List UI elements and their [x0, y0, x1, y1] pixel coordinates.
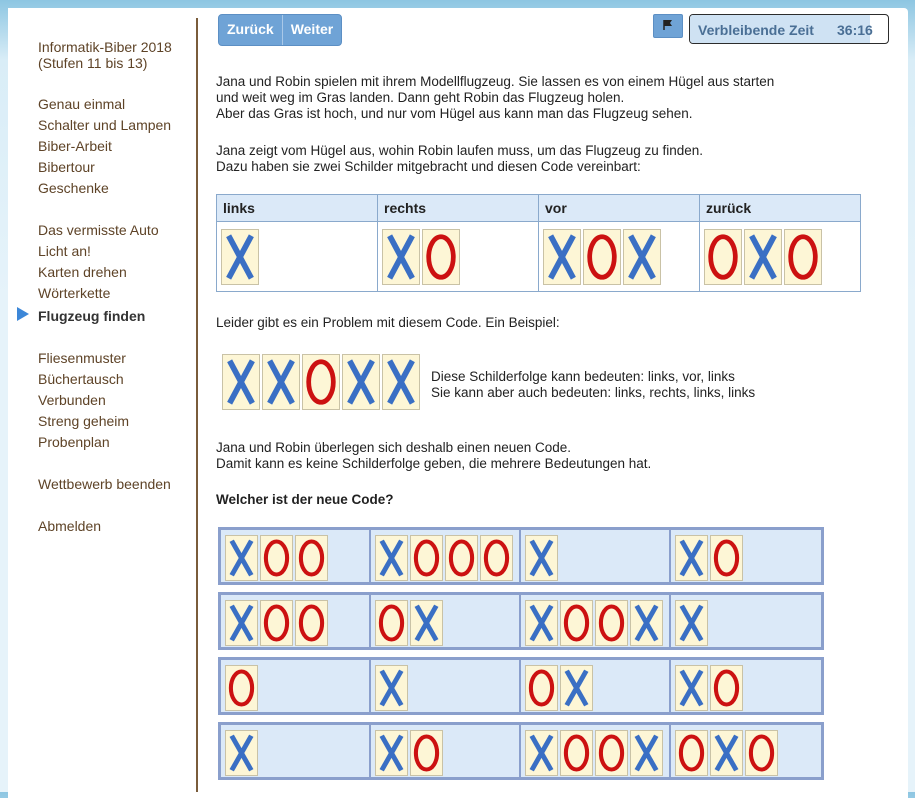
sign-sequence	[225, 600, 369, 646]
sign-x	[675, 600, 708, 646]
sign-sequence	[675, 600, 821, 646]
sign-o	[710, 535, 743, 581]
o-mark-icon	[711, 666, 742, 710]
o-mark-icon	[584, 230, 620, 284]
sign-sequence	[675, 535, 821, 581]
remaining-time-label: Verbleibende Zeit	[698, 22, 814, 38]
nav-item-streng-geheim[interactable]: Streng geheim	[38, 413, 130, 429]
sign-o	[260, 535, 293, 581]
sign-x	[744, 229, 782, 285]
nav-item-licht-an[interactable]: Licht an!	[38, 243, 91, 259]
example-sequence	[222, 354, 422, 410]
text-line: Damit kann es keine Schilderfolge geben, die mehrere Bedeutungen hat.	[216, 456, 652, 471]
flag-icon	[662, 19, 674, 31]
text-line: und weit weg im Gras landen. Dann geht Robin das Flugzeug holen.	[216, 90, 625, 105]
nav-item-flugzeug-finden[interactable]: Flugzeug finden	[38, 308, 146, 324]
answer-cell	[371, 725, 521, 777]
sign-sequence	[375, 665, 519, 711]
x-mark-icon	[631, 601, 662, 645]
back-button[interactable]: Zurück	[227, 21, 274, 37]
nav-item-geschenke[interactable]: Geschenke	[38, 180, 109, 196]
sign-o	[525, 665, 558, 711]
x-mark-icon	[223, 355, 259, 409]
question-text: Welcher ist der neue Code?	[216, 492, 394, 507]
sign-x	[543, 229, 581, 285]
sign-x	[560, 665, 593, 711]
sign-o	[704, 229, 742, 285]
sign-x	[375, 730, 408, 776]
text-line: Diese Schilderfolge kann bedeuten: links, vor, links	[431, 369, 735, 384]
x-mark-icon	[544, 230, 580, 284]
answer-cell	[671, 595, 821, 647]
answer-cell	[671, 660, 821, 712]
o-mark-icon	[226, 666, 257, 710]
sign-sequence	[525, 535, 669, 581]
nav-item-verbunden[interactable]: Verbunden	[38, 392, 106, 408]
code-cell	[700, 222, 861, 292]
sign-sequence	[704, 229, 856, 285]
text-line: Dazu haben sie zwei Schilder mitgebracht und diesen Code vereinbart:	[216, 159, 641, 174]
x-mark-icon	[263, 355, 299, 409]
sign-o	[583, 229, 621, 285]
x-mark-icon	[411, 601, 442, 645]
o-mark-icon	[423, 230, 459, 284]
o-mark-icon	[411, 536, 442, 580]
answer-cell	[371, 660, 521, 712]
x-mark-icon	[376, 536, 407, 580]
nav-item-bibertour[interactable]: Bibertour	[38, 159, 95, 175]
answer-cell	[221, 725, 371, 777]
nav-item-abmelden[interactable]: Abmelden	[38, 518, 102, 534]
x-mark-icon	[526, 601, 557, 645]
course-title-line: (Stufen 11 bis 13)	[38, 55, 148, 71]
sign-sequence	[525, 730, 669, 776]
sign-sequence	[225, 535, 369, 581]
nav-item-schalter-und-lampen[interactable]: Schalter und Lampen	[38, 117, 172, 133]
sign-sequence	[382, 229, 534, 285]
sign-sequence	[225, 730, 369, 776]
problem-text: Leider gibt es ein Problem mit diesem Code. Ein Beispiel:	[216, 315, 560, 330]
o-mark-icon	[711, 536, 742, 580]
text-line: Jana und Robin überlegen sich deshalb einen neuen Code.	[216, 440, 572, 455]
code-cell	[539, 222, 700, 292]
sign-x	[225, 730, 258, 776]
answer-cell	[521, 530, 671, 582]
o-mark-icon	[261, 536, 292, 580]
code-intro-paragraph	[216, 143, 703, 175]
answer-cell	[371, 530, 521, 582]
sign-x	[382, 229, 420, 285]
nav-item-das-vermisste-auto[interactable]: Das vermisste Auto	[38, 222, 159, 238]
x-mark-icon	[226, 601, 257, 645]
x-mark-icon	[376, 666, 407, 710]
x-mark-icon	[676, 666, 707, 710]
sidebar-divider	[196, 18, 198, 792]
answer-cell	[371, 595, 521, 647]
x-mark-icon	[222, 230, 258, 284]
sign-x	[375, 535, 408, 581]
code-cell	[378, 222, 539, 292]
x-mark-icon	[226, 536, 257, 580]
sign-x	[225, 600, 258, 646]
x-mark-icon	[676, 536, 707, 580]
o-mark-icon	[746, 731, 777, 775]
x-mark-icon	[631, 731, 662, 775]
sign-o	[410, 535, 443, 581]
sign-o	[745, 730, 778, 776]
sign-x	[222, 354, 260, 410]
sign-sequence	[225, 665, 369, 711]
o-mark-icon	[561, 601, 592, 645]
o-mark-icon	[296, 601, 327, 645]
remaining-time-box	[689, 14, 889, 44]
sign-o	[295, 535, 328, 581]
code-cell	[217, 222, 378, 292]
x-mark-icon	[376, 731, 407, 775]
answer-cell	[521, 595, 671, 647]
code-header-vor: vor	[539, 195, 700, 222]
nav-group-4	[38, 474, 171, 495]
nav-group-5	[38, 516, 101, 537]
sign-o	[302, 354, 340, 410]
o-mark-icon	[481, 536, 512, 580]
sign-x	[630, 600, 663, 646]
navigation-buttons	[218, 14, 342, 46]
sign-x	[342, 354, 380, 410]
sign-sequence	[675, 730, 821, 776]
nav-group-2	[38, 220, 159, 327]
remaining-time-value: 36:16	[837, 22, 873, 38]
sign-o	[410, 730, 443, 776]
answer-cell	[221, 595, 371, 647]
nav-group-3	[38, 348, 129, 453]
answer-cell	[521, 725, 671, 777]
sign-sequence	[525, 665, 669, 711]
sign-x	[262, 354, 300, 410]
nav-item-buechertausch[interactable]: Büchertausch	[38, 371, 124, 387]
o-mark-icon	[596, 731, 627, 775]
o-mark-icon	[526, 666, 557, 710]
text-line: Sie kann aber auch bedeuten: links, rechts, links, links	[431, 385, 756, 400]
o-mark-icon	[785, 230, 821, 284]
o-mark-icon	[296, 536, 327, 580]
course-title-line: Informatik-Biber 2018	[38, 39, 172, 55]
nav-item-fliesenmuster[interactable]: Fliesenmuster	[38, 350, 126, 366]
o-mark-icon	[261, 601, 292, 645]
sign-o	[225, 665, 258, 711]
o-mark-icon	[411, 731, 442, 775]
o-mark-icon	[596, 601, 627, 645]
text-line: Jana zeigt vom Hügel aus, wohin Robin laufen muss, um das Flugzeug zu finden.	[216, 143, 704, 158]
sign-o	[480, 535, 513, 581]
sign-x	[623, 229, 661, 285]
o-mark-icon	[561, 731, 592, 775]
answer-cell	[671, 530, 821, 582]
flag-button[interactable]	[653, 14, 683, 38]
sign-x	[525, 730, 558, 776]
code-table	[216, 194, 861, 292]
nav-item-wettbewerb-beenden[interactable]: Wettbewerb beenden	[38, 476, 171, 492]
nav-item-woerterkette[interactable]: Wörterkette	[38, 285, 111, 301]
answer-cell	[221, 530, 371, 582]
active-item-arrow-icon	[17, 307, 29, 321]
sign-sequence	[222, 354, 422, 410]
text-line: Aber das Gras ist hoch, und nur vom Hügel aus kann man das Flugzeug sehen.	[216, 106, 693, 121]
answer-option-1[interactable]	[218, 527, 824, 585]
code-header-zurueck: zurück	[700, 195, 861, 222]
example-explanation	[431, 369, 755, 401]
sign-sequence	[375, 535, 519, 581]
x-mark-icon	[676, 601, 707, 645]
sign-sequence	[543, 229, 695, 285]
x-mark-icon	[745, 230, 781, 284]
code-header-rechts: rechts	[378, 195, 539, 222]
x-mark-icon	[526, 536, 557, 580]
sign-o	[260, 600, 293, 646]
x-mark-icon	[561, 666, 592, 710]
sign-o	[675, 730, 708, 776]
text-line: Jana und Robin spielen mit ihrem Modellflugzeug. Sie lassen es von einem Hügel aus starten	[216, 74, 775, 89]
sign-x	[710, 730, 743, 776]
nav-item-biber-arbeit[interactable]: Biber-Arbeit	[38, 138, 112, 154]
sign-sequence	[221, 229, 373, 285]
sign-x	[375, 665, 408, 711]
o-mark-icon	[446, 536, 477, 580]
o-mark-icon	[376, 601, 407, 645]
nav-item-karten-drehen[interactable]: Karten drehen	[38, 264, 127, 280]
code-header-links: links	[217, 195, 378, 222]
x-mark-icon	[526, 731, 557, 775]
intro-paragraph	[216, 74, 774, 122]
o-mark-icon	[705, 230, 741, 284]
sign-x	[675, 535, 708, 581]
answer-option-3[interactable]	[218, 657, 824, 715]
answer-cell	[521, 660, 671, 712]
sign-o	[422, 229, 460, 285]
o-mark-icon	[676, 731, 707, 775]
next-button[interactable]: Weiter	[282, 15, 342, 45]
sign-o	[784, 229, 822, 285]
sign-o	[595, 600, 628, 646]
sign-x	[410, 600, 443, 646]
answer-option-4[interactable]	[218, 722, 824, 780]
sign-x	[525, 600, 558, 646]
o-mark-icon	[303, 355, 339, 409]
conclusion-paragraph	[216, 440, 651, 472]
sign-o	[560, 600, 593, 646]
sign-x	[225, 535, 258, 581]
nav-item-genau-einmal[interactable]: Genau einmal	[38, 96, 126, 112]
course-title	[38, 39, 172, 71]
x-mark-icon	[226, 731, 257, 775]
answer-option-2[interactable]	[218, 592, 824, 650]
sign-x	[221, 229, 259, 285]
x-mark-icon	[711, 731, 742, 775]
sign-sequence	[375, 730, 519, 776]
sign-o	[375, 600, 408, 646]
sign-x	[525, 535, 558, 581]
sign-x	[675, 665, 708, 711]
answer-cell	[671, 725, 821, 777]
nav-group-1	[38, 94, 171, 199]
answer-cell	[221, 660, 371, 712]
sign-o	[595, 730, 628, 776]
nav-item-probenplan[interactable]: Probenplan	[38, 434, 110, 450]
sign-x	[630, 730, 663, 776]
sign-sequence	[375, 600, 519, 646]
x-mark-icon	[383, 230, 419, 284]
sign-sequence	[675, 665, 821, 711]
x-mark-icon	[343, 355, 379, 409]
sign-sequence	[525, 600, 669, 646]
sign-x	[382, 354, 420, 410]
x-mark-icon	[383, 355, 419, 409]
sign-o	[295, 600, 328, 646]
x-mark-icon	[624, 230, 660, 284]
sign-o	[710, 665, 743, 711]
sign-o	[560, 730, 593, 776]
sign-o	[445, 535, 478, 581]
